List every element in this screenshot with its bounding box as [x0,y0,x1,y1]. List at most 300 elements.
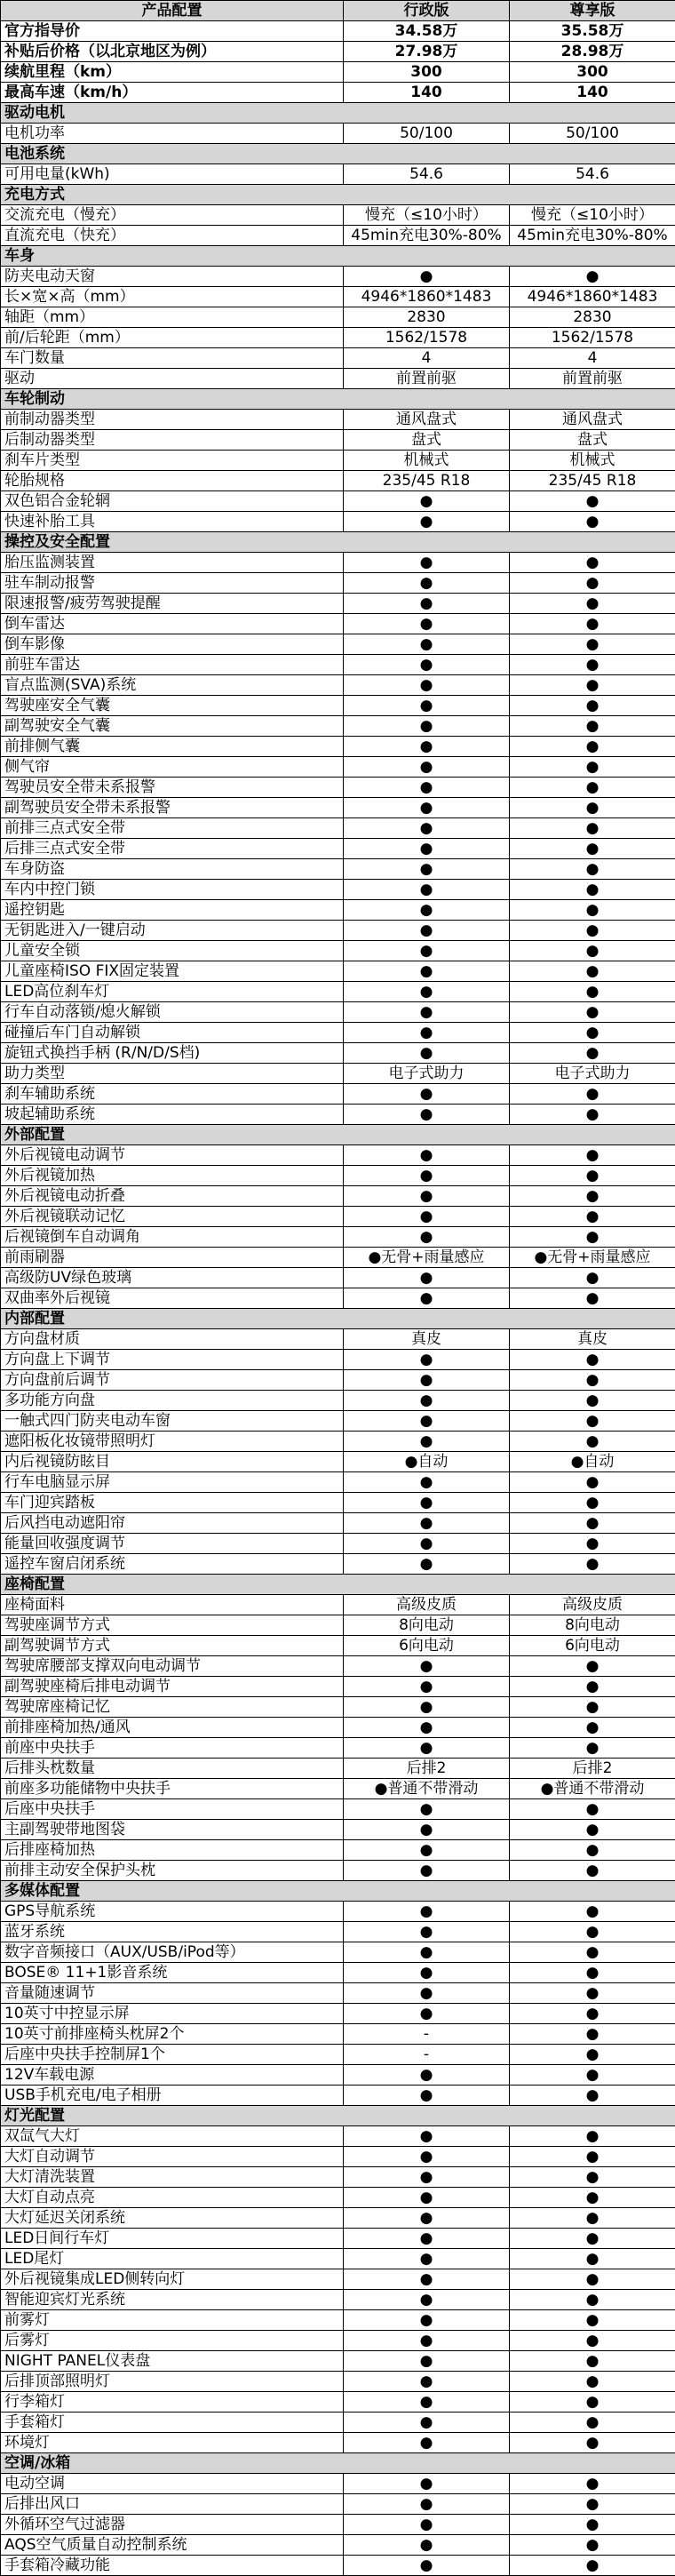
spec-value-trim1: ● [344,2433,510,2453]
spec-value-trim1: ● [344,1002,510,1023]
spec-value-trim1: ●无骨+雨量感应 [344,1248,510,1268]
spec-value-trim2: ● [510,2372,675,2392]
spec-row [1,818,675,839]
spec-label: 轮胎规格 [1,471,344,491]
spec-label: 可用电量(kWh) [1,164,344,185]
spec-row [1,716,675,737]
spec-value-trim1: ● [344,757,510,778]
spec-value-trim2: 235/45 R18 [510,471,675,491]
spec-label: LED尾灯 [1,2249,344,2269]
spec-row [1,798,675,818]
spec-row [1,2004,675,2024]
spec-value-trim2: ● [510,2126,675,2147]
spec-row [1,594,675,614]
spec-row [1,737,675,757]
spec-value-trim2: 300 [510,62,675,83]
spec-value-trim1: ● [344,1288,510,1309]
spec-row [1,573,675,594]
spec-value-trim1: ● [344,594,510,614]
spec-row [1,2535,675,2556]
spec-row [1,1248,675,1268]
spec-row [1,921,675,941]
spec-value-trim1: ● [344,1922,510,1942]
spec-row [1,655,675,675]
spec-label: 音量随速调节 [1,1983,344,2004]
spec-value-trim2: ● [510,1799,675,1820]
spec-row [1,1922,675,1942]
spec-label: 限速报警/疲劳驾驶提醒 [1,594,344,614]
spec-label: 行车电脑显示屏 [1,1472,344,1493]
spec-row [1,2208,675,2229]
spec-value-trim2: 高级皮质 [510,1595,675,1615]
spec-value-trim1: 140 [344,83,510,103]
spec-row [1,2392,675,2413]
spec-value-trim1: 27.98万 [344,42,510,62]
spec-row [1,1840,675,1861]
spec-row [1,1329,675,1350]
spec-row [1,512,675,532]
spec-value-trim2: ● [510,512,675,532]
spec-label: 遥控车窗启闭系统 [1,1554,344,1575]
spec-label: 双色铝合金轮辋 [1,491,344,512]
spec-label: 副驾驶调节方式 [1,1636,344,1656]
spec-value-trim2: ● [510,1861,675,1881]
spec-row [1,1963,675,1983]
spec-row [1,839,675,859]
spec-label: 前座中央扶手 [1,1738,344,1759]
spec-row [1,83,675,103]
spec-value-trim2: ● [510,1963,675,1983]
spec-value-trim2: ● [510,1145,675,1166]
spec-label: 电机功率 [1,124,344,144]
spec-label: 10英寸前排座椅头枕屏2个 [1,2024,344,2045]
spec-row [1,1861,675,1881]
spec-label: 倒车影像 [1,634,344,655]
spec-row [1,2229,675,2249]
spec-value-trim2: ● [510,696,675,716]
spec-row [1,961,675,982]
section-title: 多媒体配置 [1,1881,675,1902]
spec-body [1,21,675,2576]
spec-value-trim2: ● [510,1023,675,1043]
spec-label: 手套箱灯 [1,2413,344,2433]
section-title: 车身 [1,246,675,267]
spec-value-trim1: ● [344,1738,510,1759]
spec-value-trim1: ● [344,1493,510,1513]
spec-label: 侧气帘 [1,757,344,778]
spec-value-trim1: ● [344,512,510,532]
spec-value-trim1: - [344,2045,510,2065]
spec-label: 倒车雷达 [1,614,344,634]
spec-value-trim1: ● [344,1350,510,1370]
spec-value-trim1: ● [344,961,510,982]
spec-row [1,757,675,778]
spec-value-trim1: ● [344,1227,510,1248]
spec-value-trim2: ● [510,267,675,287]
spec-value-trim2: ● [510,2147,675,2167]
spec-row [1,1799,675,1820]
spec-value-trim2: ● [510,1697,675,1718]
spec-value-trim1: ● [344,2290,510,2310]
spec-row [1,2331,675,2351]
spec-value-trim2: ● [510,737,675,757]
spec-label: 前排三点式安全带 [1,818,344,839]
spec-row [1,2494,675,2515]
spec-row [1,2147,675,2167]
spec-value-trim2: ● [510,1207,675,1227]
spec-value-trim1: ● [344,634,510,655]
spec-value-trim2: ● [510,2167,675,2188]
spec-label: 无钥匙进入/一键启动 [1,921,344,941]
spec-label: 驻车制动报警 [1,573,344,594]
spec-label: BOSE® 11+1影音系统 [1,1963,344,1983]
spec-value-trim1: ● [344,655,510,675]
spec-label: 驾驶座安全气囊 [1,696,344,716]
spec-label: 车门数量 [1,348,344,369]
spec-row [1,62,675,83]
spec-value-trim1: ● [344,1861,510,1881]
spec-label: 座椅面料 [1,1595,344,1615]
spec-label: 遮阳板化妆镜带照明灯 [1,1432,344,1452]
section-title: 内部配置 [1,1309,675,1329]
spec-value-trim2: ● [510,716,675,737]
spec-label: 大灯清洗装置 [1,2167,344,2188]
spec-value-trim1: ● [344,2351,510,2372]
spec-value-trim2: ● [510,1493,675,1513]
section-header-row [1,1309,675,1329]
header-trim2: 尊享版 [510,1,675,21]
spec-row [1,778,675,798]
spec-row [1,1186,675,1207]
spec-row [1,2065,675,2086]
spec-value-trim1: ● [344,737,510,757]
spec-value-trim2: 54.6 [510,164,675,185]
spec-value-trim1: 34.58万 [344,21,510,42]
spec-row [1,1227,675,1248]
spec-value-trim2: ● [510,1391,675,1411]
spec-value-trim1: ● [344,2188,510,2208]
spec-value-trim1: 通风盘式 [344,410,510,430]
spec-value-trim1: ● [344,1411,510,1432]
spec-value-trim1: ● [344,1983,510,2004]
spec-value-trim2: ● [510,573,675,594]
spec-value-trim2: ● [510,1227,675,1248]
spec-row [1,1595,675,1615]
spec-value-trim1: ● [344,1186,510,1207]
spec-value-trim1: ● [344,2208,510,2229]
spec-row [1,287,675,307]
spec-label: 前雾灯 [1,2310,344,2331]
spec-value-trim1: ● [344,1043,510,1064]
spec-value-trim2: ● [510,1513,675,1534]
spec-label: NIGHT PANEL仪表盘 [1,2351,344,2372]
spec-row [1,1145,675,1166]
spec-label: 碰撞后车门自动解锁 [1,1023,344,1043]
spec-row [1,1370,675,1391]
spec-row [1,124,675,144]
spec-label: AQS空气质量自动控制系统 [1,2535,344,2556]
spec-value-trim2: ● [510,2310,675,2331]
spec-value-trim1: ● [344,573,510,594]
spec-value-trim2: ● [510,2556,675,2576]
spec-row [1,1677,675,1697]
spec-label: 续航里程（km） [1,62,344,83]
spec-value-trim2: 35.58万 [510,21,675,42]
spec-label: 车身防盗 [1,859,344,880]
spec-label: 内后视镜防眩目 [1,1452,344,1472]
spec-value-trim1: ● [344,1697,510,1718]
section-header-row [1,246,675,267]
spec-row [1,2188,675,2208]
spec-value-trim1: ● [344,2413,510,2433]
spec-value-trim1: ● [344,1513,510,1534]
spec-label: 大灯延迟关闭系统 [1,2208,344,2229]
spec-value-trim2: ● [510,1002,675,1023]
spec-label: 能量回收强度调节 [1,1534,344,1554]
spec-label: 蓝牙系统 [1,1922,344,1942]
spec-value-trim1: ● [344,2474,510,2494]
spec-value-trim1: ● [344,798,510,818]
section-header-row [1,1575,675,1595]
spec-value-trim2: ●普通不带滑动 [510,1779,675,1799]
spec-row [1,2290,675,2310]
spec-row [1,634,675,655]
spec-value-trim2: ● [510,1350,675,1370]
spec-value-trim1: 真皮 [344,1329,510,1350]
spec-value-trim1: 盘式 [344,430,510,451]
spec-label: 后排三点式安全带 [1,839,344,859]
section-header-row [1,185,675,205]
spec-label: 助力类型 [1,1064,344,1084]
spec-value-trim1: 300 [344,62,510,83]
spec-value-trim2: ● [510,1656,675,1677]
spec-value-trim2: 2830 [510,307,675,328]
spec-row [1,1064,675,1084]
spec-value-trim2: 通风盘式 [510,410,675,430]
spec-value-trim1: 4946*1860*1483 [344,287,510,307]
spec-value-trim2: 6向电动 [510,1636,675,1656]
spec-value-trim2: ● [510,1432,675,1452]
section-title: 电池系统 [1,144,675,164]
spec-label: 12V车载电源 [1,2065,344,2086]
spec-row [1,1513,675,1534]
spec-row [1,430,675,451]
spec-label: 防夹电动天窗 [1,267,344,287]
spec-row [1,42,675,62]
spec-label: LED日间行车灯 [1,2229,344,2249]
spec-value-trim1: ● [344,267,510,287]
spec-label: 轴距（mm） [1,307,344,328]
spec-row [1,410,675,430]
spec-value-trim2: ● [510,2413,675,2433]
spec-value-trim2: ● [510,2249,675,2269]
spec-value-trim2: ● [510,2351,675,2372]
spec-value-trim2: ● [510,655,675,675]
spec-value-trim2: ●自动 [510,1452,675,1472]
spec-value-trim2: ● [510,1534,675,1554]
spec-row [1,1472,675,1493]
header-item: 产品配置 [1,1,344,21]
spec-value-trim1: 6向电动 [344,1636,510,1656]
spec-label: 快速补胎工具 [1,512,344,532]
spec-value-trim1: ● [344,1963,510,1983]
spec-value-trim2: ● [510,1166,675,1186]
spec-row [1,941,675,961]
spec-value-trim2: ● [510,675,675,696]
spec-label: 后风挡电动遮阳帘 [1,1513,344,1534]
spec-label: 行车自动落锁/熄火解锁 [1,1002,344,1023]
spec-row [1,2024,675,2045]
spec-value-trim2: ● [510,961,675,982]
section-header-row [1,532,675,553]
section-header-row [1,144,675,164]
spec-label: 数字音频接口（AUX/USB/iPod等） [1,1942,344,1963]
spec-value-trim1: ● [344,1840,510,1861]
section-header-row [1,2453,675,2474]
spec-label: 前/后轮距（mm） [1,328,344,348]
spec-label: 副驾驶座椅后排电动调节 [1,1677,344,1697]
spec-label: 智能迎宾灯光系统 [1,2290,344,2310]
spec-value-trim2: ● [510,1942,675,1963]
spec-row [1,1288,675,1309]
spec-value-trim1: ● [344,491,510,512]
spec-row [1,369,675,389]
spec-value-trim2: ● [510,1554,675,1575]
spec-row [1,164,675,185]
section-title: 座椅配置 [1,1575,675,1595]
spec-value-trim1: ● [344,818,510,839]
spec-value-trim2: ● [510,1043,675,1064]
spec-row [1,451,675,471]
spec-row [1,1002,675,1023]
spec-value-trim2: ● [510,553,675,573]
spec-label: 后排座椅加热 [1,1840,344,1861]
spec-value-trim2: ● [510,1922,675,1942]
spec-value-trim2: ● [510,818,675,839]
spec-row [1,553,675,573]
spec-row [1,2413,675,2433]
spec-label: 外循环空气过滤器 [1,2515,344,2535]
spec-value-trim1: 45min充电30%-80% [344,226,510,246]
spec-label: 手套箱冷藏功能 [1,2556,344,2576]
spec-value-trim2: ● [510,798,675,818]
spec-value-trim1: ● [344,1656,510,1677]
spec-value-trim2: ● [510,2269,675,2290]
spec-label: 后制动器类型 [1,430,344,451]
spec-label: 驾驶席座椅记忆 [1,1697,344,1718]
spec-value-trim1: ● [344,1268,510,1288]
spec-label: 后排出风口 [1,2494,344,2515]
spec-value-trim1: ● [344,2004,510,2024]
spec-row [1,1779,675,1799]
spec-value-trim1: ● [344,2126,510,2147]
spec-label: 官方指导价 [1,21,344,42]
spec-value-trim1: ● [344,716,510,737]
spec-value-trim2: ● [510,2004,675,2024]
spec-label: 前排座椅加热/通风 [1,1718,344,1738]
spec-row [1,859,675,880]
spec-row [1,1983,675,2004]
spec-row [1,2126,675,2147]
spec-value-trim2: ● [510,2229,675,2249]
spec-label: 直流充电（快充） [1,226,344,246]
spec-value-trim1: ● [344,941,510,961]
spec-value-trim1: 1562/1578 [344,328,510,348]
spec-row [1,2372,675,2392]
spec-row [1,1023,675,1043]
spec-label: 儿童座椅ISO FIX固定装置 [1,961,344,982]
section-header-row [1,1125,675,1145]
spec-label: 盲点监测(SVA)系统 [1,675,344,696]
spec-row [1,982,675,1002]
spec-value-trim2: 电子式助力 [510,1064,675,1084]
spec-row [1,675,675,696]
spec-value-trim2: ● [510,1738,675,1759]
spec-row [1,2086,675,2106]
spec-label: 胎压监测装置 [1,553,344,573]
spec-value-trim1: ● [344,1677,510,1697]
spec-label: 外后视镜加热 [1,1166,344,1186]
spec-label: LED高位刹车灯 [1,982,344,1002]
header-row [1,1,675,21]
spec-row [1,1411,675,1432]
spec-row [1,1207,675,1227]
spec-row [1,205,675,226]
spec-value-trim1: ● [344,2515,510,2535]
spec-label: 大灯自动点亮 [1,2188,344,2208]
spec-value-trim2: 后排2 [510,1759,675,1779]
section-header-row [1,389,675,410]
spec-value-trim2: ● [510,2494,675,2515]
spec-value-trim2: ● [510,982,675,1002]
spec-label: 主副驾驶带地图袋 [1,1820,344,1840]
spec-value-trim2: ● [510,2433,675,2453]
spec-value-trim1: 电子式助力 [344,1064,510,1084]
spec-value-trim1: ● [344,2556,510,2576]
spec-value-trim1: ● [344,2065,510,2086]
spec-value-trim1: ● [344,1370,510,1391]
spec-row [1,2433,675,2453]
spec-row [1,348,675,369]
spec-value-trim1: ● [344,1942,510,1963]
spec-value-trim1: 后排2 [344,1759,510,1779]
section-title: 充电方式 [1,185,675,205]
spec-row [1,696,675,716]
spec-value-trim2: ● [510,2024,675,2045]
spec-value-trim2: ● [510,1105,675,1125]
spec-label: 大灯自动调节 [1,2147,344,2167]
spec-label: 前排侧气囊 [1,737,344,757]
spec-row [1,2045,675,2065]
spec-label: 补贴后价格（以北京地区为例） [1,42,344,62]
spec-value-trim1: ● [344,2331,510,2351]
spec-label: GPS导航系统 [1,1902,344,1922]
spec-label: 后排顶部照明灯 [1,2372,344,2392]
spec-row [1,880,675,900]
spec-value-trim1: ● [344,1084,510,1105]
spec-row [1,307,675,328]
spec-row [1,900,675,921]
spec-label: USB手机充电/电子相册 [1,2086,344,2106]
spec-value-trim2: ● [510,1411,675,1432]
spec-label: 坡起辅助系统 [1,1105,344,1125]
spec-label: 驾驶席腰部支撑双向电动调节 [1,1656,344,1677]
spec-label: 驾驶座调节方式 [1,1615,344,1636]
spec-row [1,1902,675,1922]
spec-label: 副驾驶员安全带未系报警 [1,798,344,818]
spec-row [1,1554,675,1575]
spec-row [1,21,675,42]
